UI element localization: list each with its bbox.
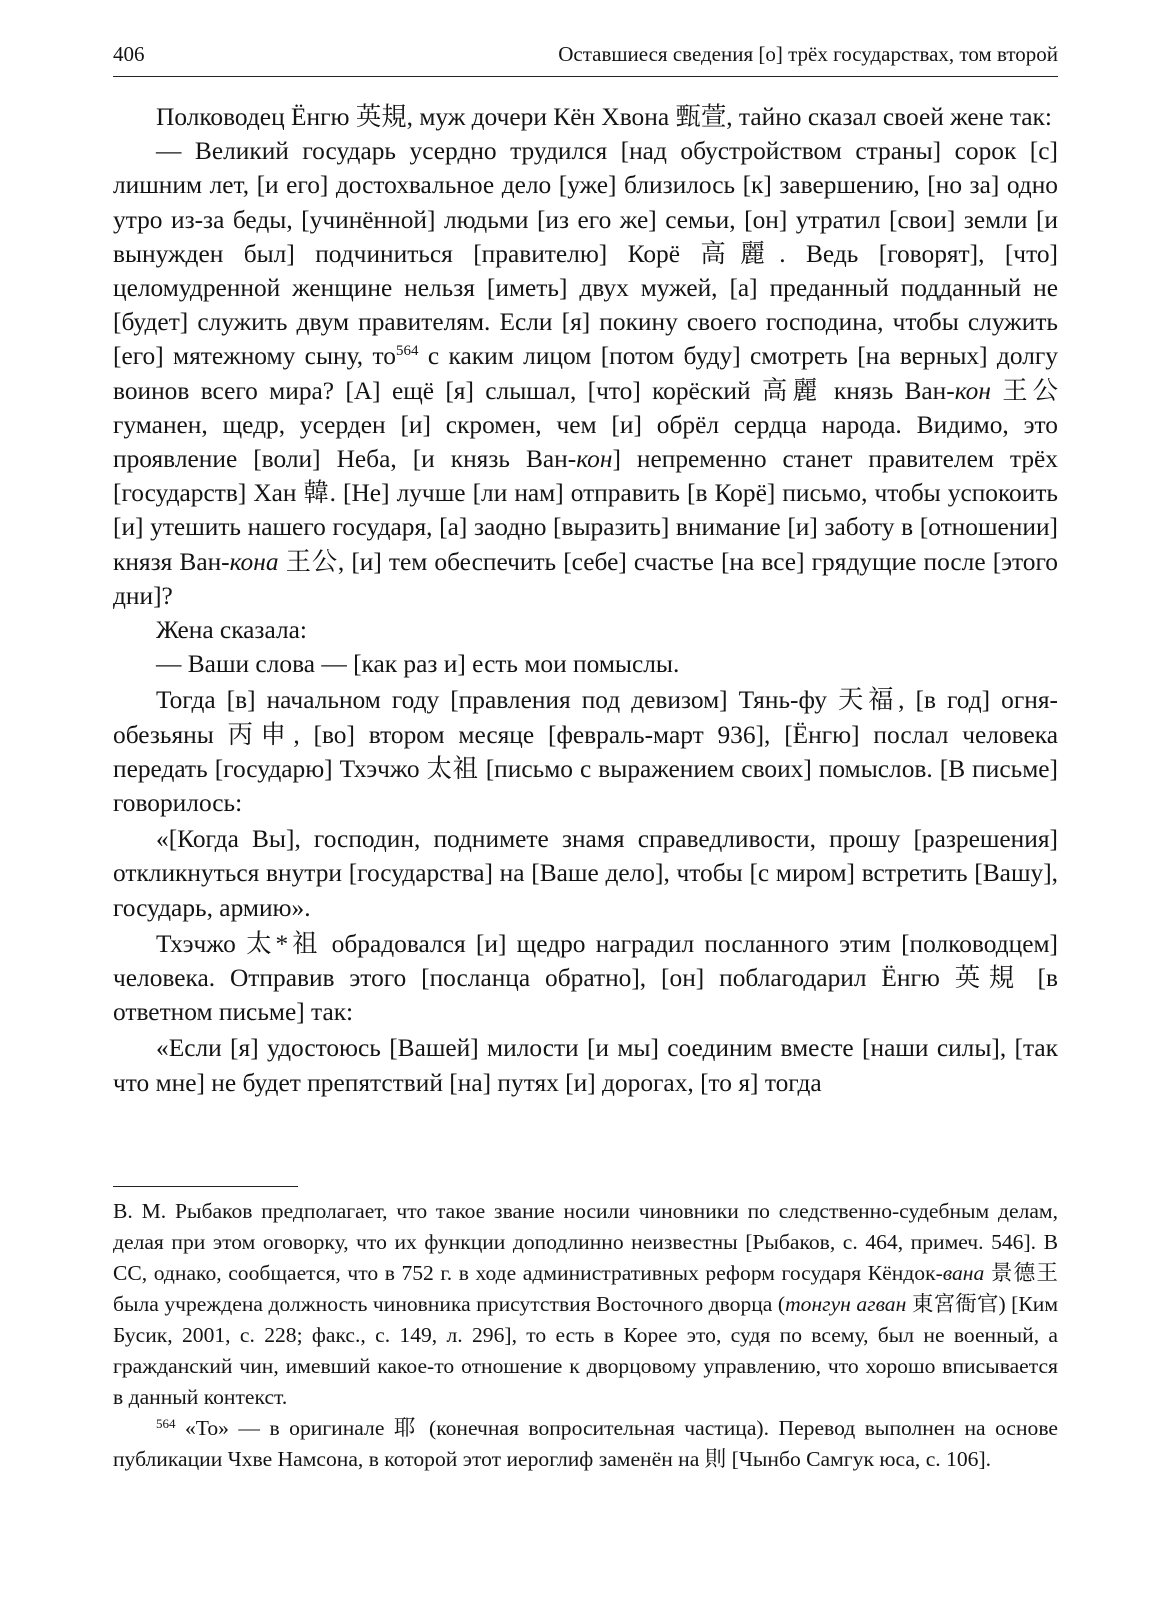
paragraph: — Ваши слова — [как раз и] есть мои помыслы. [156, 650, 680, 679]
footnote-separator [113, 1186, 298, 1187]
main-text [113, 100, 1058, 1100]
paragraph: Тхэчжо 太*祖 обрадовался [и] щедро наградил посланного этим [полководцем] человека. Отправив этого [посланца обратно], [он] поблагодарил Ёнгю 英規 [в ответном письме] так: [113, 929, 1058, 1027]
paragraph: Жена сказала: [156, 616, 307, 645]
paragraph: Полководец Ёнгю 英規, муж дочери Кён Хвона 甄萱, тайно сказал своей жене так: [156, 103, 1052, 131]
running-header [113, 36, 1058, 77]
paragraph: «Если [я] удостоюсь [Вашей] милости [и мы] соединим вместе [наши силы], [так что мне] не будет препятствий [на] путях [и] дорогах, [то я] тогда [113, 1034, 1058, 1097]
running-title: Оставшиеся сведения [о] трёх государствах, том второй [558, 42, 1058, 66]
footnote-number: 564 [156, 1415, 176, 1431]
paragraph: «[Когда Вы], господин, поднимете знамя справедливости, прошу [разрешения] откликнуться внутри [государства] на [Ваше дело], чтобы [с миром] встретить [Вашу], государь, армию». [113, 825, 1058, 922]
paragraph: — Великий государь усердно трудился [над обустройством страны] сорок [с] лишним лет, [и его] достохвальное дело [уже] близилось [к] завершению, [но за] одно утро из-за беды, [учинённой] людьми [из его же] семьи, [он] утратил [свои] земли [и вынужден был] подчиниться [правителю] Корё 高麗. Ведь [говорят], [что] целомудренной женщине нельзя [иметь] двух мужей, [а] преданный подданный не [будет] служить двум правителям. Если [я] покину своего господина, чтобы служить [его] мятежному сыну, то$^{564}$ с каким лицом [потом буду] смотреть [на верных] долгу воинов всего мира? [А] ещё [я] слышал, [что] корёский 高麗 князь Ван-кон 王公 гуманен, щедр, усерден [и] скромен, чем [и] обрёл сердца народа. Видимо, это проявление [воли] Неба, [и князь Ван-кон] непременно станет правителем трёх [государств] Хан 韓. [Не] лучше [ли нам] отправить [в Корё] письмо, чтобы успокоить [и] утешить нашего государя, [а] заодно [выразить] внимание [и] заботу в [отношении] князя Ван-кона 王公, [и] тем обеспечить [себе] счастье [на все] грядущие после [этого дни]? [113, 137, 1059, 610]
paragraph: Тогда [в] начальном году [правления под девизом] Тянь-фу 天福, [в год] огня-обезьяны 丙申, [во] втором месяце [февраль-март 936], [Ёнгю] послал человека передать [государю] Тхэчжо 太祖 [письмо с выражением своих] помыслов. [В письме] говорилось: [113, 686, 1058, 818]
page-number: 406 [113, 42, 145, 66]
footnote-564: $^{564}$ «То» — в оригинале 耶 (конечная вопросительная частица). Перевод выполнен на основе публикации Чхве Намсона, в которой этот иероглиф заменён на 則 [Чынбо Самгук юса, с. 106]. [113, 1415, 1058, 1471]
footnote-reference[interactable]: 564 [395, 343, 419, 360]
footnotes [113, 1196, 1058, 1475]
footnote-continued: В. М. Рыбаков предполагает, что такое звание носили чиновники по следственно-судебным делам, делая при этом оговорку, что их функции доподлинно неизвестны [Рыбаков, с. 464, примеч. 546]. В СС, однако, сообщается, что в 752 г. в ходе административных реформ государя Кёндок-вана 景德王 была учреждена должность чиновника присутствия Восточного дворца (тонгун агван 東宮衙官) [Ким Бусик, 2001, с. 228; факс., с. 149, л. 296], то есть в Корее это, судя по всему, был не военный, а гражданский чин, имевший какое-то отношение к дворцовому управлению, что хорошо вписывается в данный контекст. [113, 1199, 1058, 1409]
